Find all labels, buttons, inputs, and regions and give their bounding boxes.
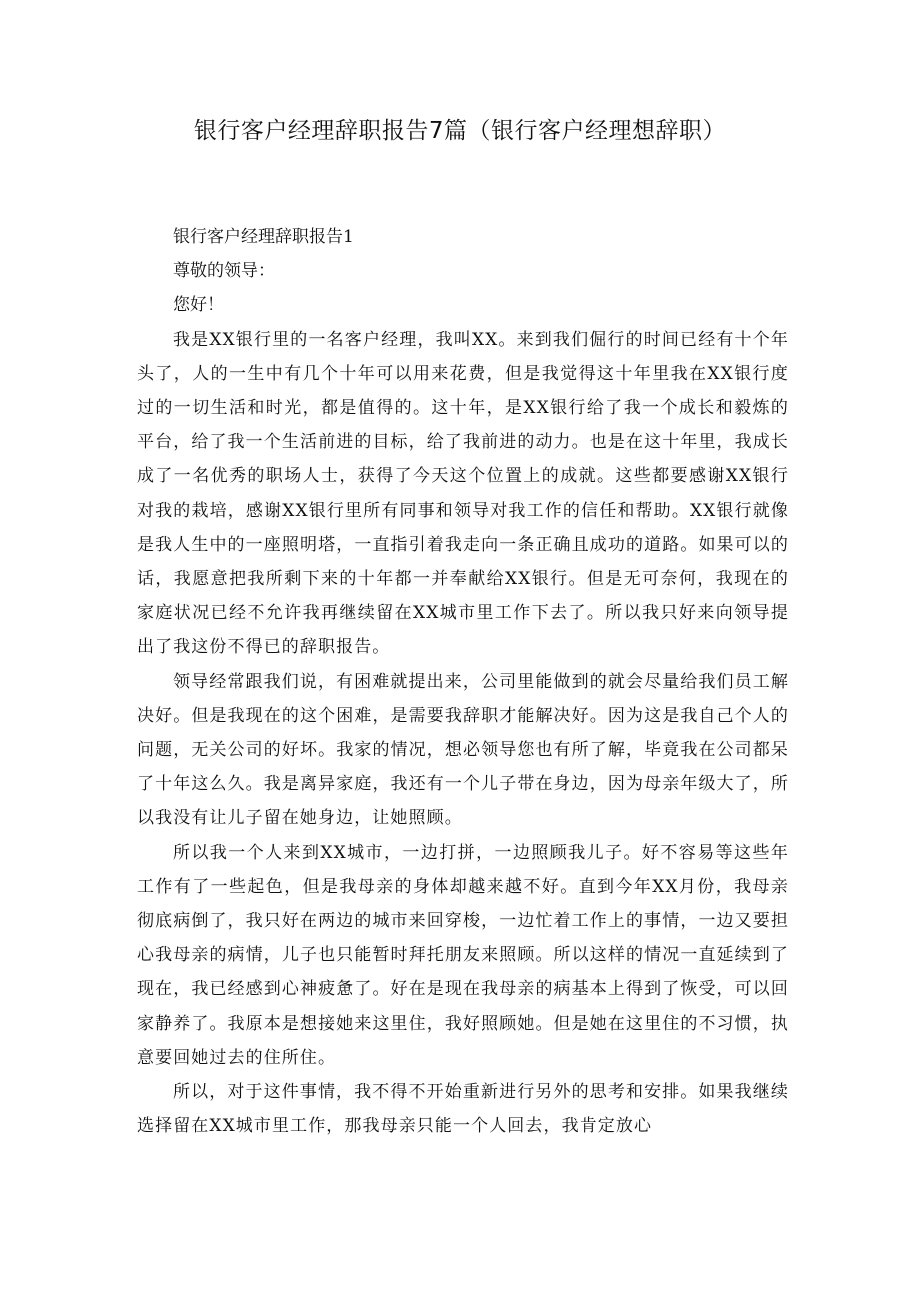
paragraph-3: 所以我一个人来到XX城市，一边打拼，一边照顾我儿子。好不容易等这些年工作有了一些起色，但是我母亲的身体却越来越不好。直到今年XX月份，我母亲彻底病倒了，我只好在两边的城市来回穿梭，一边忙着工作上的事情，一边又要担心我母亲的病情，儿子也只能暂时拜托朋友来照顾。所以这样的情况一直延续到了现在，我已经感到心神疲惫了。好在是现在我母亲的病基本上得到了恢受，可以回家静养了。我原本是想接她来这里住，我好照顾她。但是她在这里住的不习惯，执意要回她过去的住所住。 xyxy=(137,842,789,1068)
section-heading: 银行客户经理辞职报告1 xyxy=(173,227,354,247)
paragraph-1: 我是XX银行里的一名客户经理，我叫XX。来到我们倔行的时间已经有十个年头了，人的一生中有几个十年可以用来花费，但是我觉得这十年里我在XX银行度过的一切生活和时光，都是值得的。这十年，是XX银行给了我一个成长和毅炼的平台，给了我一个生活前进的目标，给了我前进的动力。也是在这十年里，我成长成了一名优秀的职场人士，获得了今天这个位置上的成就。这些都要感谢XX银行对我的栽培，感谢XX银行里所有同事和领导对我工作的信任和帮助。XX银行就像是我人生中的一座照明塔，一直指引着我走向一条正确且成功的道路。如果可以的话，我愿意把我所剩下来的十年都一并奉献给XX银行。但是无可奈何，我现在的家庭状况已经不允许我再继续留在XX城市里工作下去了。所以我只好来向领导提出了我这份不得已的辞职报告。 xyxy=(137,329,789,658)
paragraph-4: 所以，对于这件事情，我不得不开始重新进行另外的思考和安排。如果我继续选择留在XX城市里工作，那我母亲只能一个人回去，我肯定放心 xyxy=(137,1082,789,1137)
document-body xyxy=(137,220,789,1143)
salutation: 尊敬的领导： xyxy=(173,261,275,282)
greeting: 您好！ xyxy=(173,295,224,316)
document-title: 银行客户经理辞职报告7篇（银行客户经理想辞职） xyxy=(193,118,727,144)
paragraph-2: 领导经常跟我们说，有困难就提出来，公司里能做到的就会尽量给我们员工解决好。但是我现在的这个困难，是需要我辞职才能解决好。因为这是我自己个人的问题，无关公司的好坏。我家的情况，想必领导您也有所了解，毕竟我在公司都呆了十年这么久。我是离异家庭，我还有一个儿子带在身边，因为母亲年级大了，所以我没有让儿子留在她身边，让她照顾。 xyxy=(137,671,789,829)
